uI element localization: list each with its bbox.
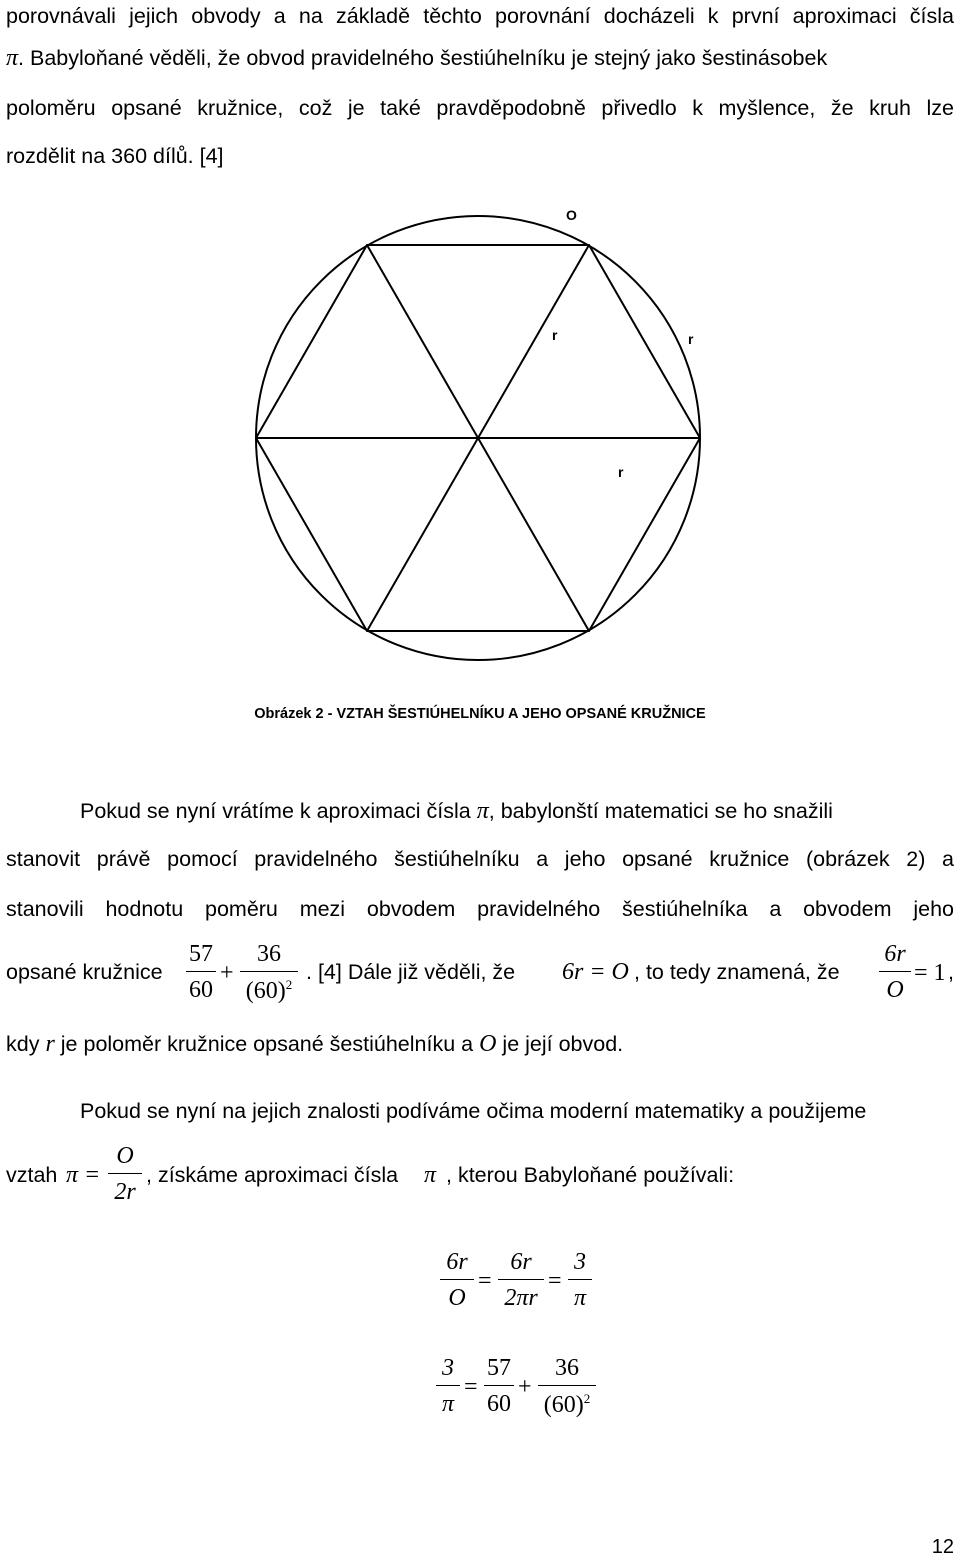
comma: , <box>948 960 954 984</box>
fraction-57-60 <box>186 942 216 1002</box>
figure-caption: Obrázek 2 - VZTAH ŠESTIÚHELNÍKU A JEHO OPSANÉ KRUŽNICE <box>254 706 706 722</box>
fraction-numerator: 3 <box>442 1355 454 1381</box>
fraction-denominator: 60 <box>189 977 213 1004</box>
fraction-numerator: 36 <box>555 1355 579 1381</box>
eq2-fraction-57-60 <box>484 1356 514 1416</box>
fraction-numerator: 6r <box>446 1249 468 1275</box>
eq1-equals-2: = <box>548 1268 562 1294</box>
pi-symbol: π <box>424 1162 437 1188</box>
para2-line-2-mid: , získáme aproximaci čísla <box>146 1163 399 1187</box>
hexagon-figure <box>0 190 960 710</box>
fraction-numerator: O <box>116 1143 134 1169</box>
fraction-denominator: 2r <box>114 1179 136 1206</box>
para1-line-1a: Pokud se nyní vrátíme k aproximaci čísla <box>80 799 471 823</box>
eq1-equals-1: = <box>478 1268 492 1294</box>
intro-line-1: porovnávali jejich obvody a na základě těchto porovnání docházeli k první aproximaci čísla <box>6 4 954 28</box>
eq2-plus: + <box>518 1374 532 1400</box>
fraction-denominator: π <box>441 1391 455 1418</box>
fraction-numerator: 6r <box>510 1249 532 1275</box>
fraction-denominator: $(60)^2$ <box>543 1391 591 1419</box>
fraction-numerator: 3 <box>574 1249 586 1275</box>
equals-one: = 1 <box>914 960 946 986</box>
fraction-numerator: 36 <box>257 941 281 967</box>
para1-line-1 <box>80 799 833 823</box>
fraction-numerator: 6r <box>884 941 906 967</box>
var-r: r <box>45 1031 55 1057</box>
fraction-denominator: O <box>886 977 904 1004</box>
para2-line-2-label: vztah <box>6 1163 58 1187</box>
fraction-bar <box>568 1279 592 1280</box>
fraction-bar <box>240 971 298 972</box>
fraction-bar <box>484 1385 514 1386</box>
para1-line-5 <box>6 1032 623 1056</box>
var-O: O <box>479 1031 497 1057</box>
fraction-O-2r <box>108 1144 142 1204</box>
para1-line-4-label: opsané kružnice <box>6 960 163 984</box>
fraction-denominator: 60 <box>487 1391 511 1418</box>
para2-line-2-tail: , kterou Babyloňané používali: <box>446 1163 735 1187</box>
para1-line-1b: , babylonští matematici se ho snažili <box>488 799 833 823</box>
intro-line-2 <box>6 46 827 70</box>
para1-line-3: stanovili hodnotu poměru mezi obvodem pravidelného šestiúhelníka a obvodem jeho <box>6 897 954 921</box>
fraction-bar <box>436 1385 460 1386</box>
fraction-bar <box>440 1279 474 1280</box>
para1-line-5b: je poloměr kružnice opsané šestiúhelníku a <box>60 1032 474 1056</box>
para1-line-4-tail: , to tedy znamená, že <box>634 960 840 984</box>
para1-line-4-mid: . [4] Dále již věděli, že <box>306 960 516 984</box>
fraction-numerator: 57 <box>487 1355 511 1381</box>
para2-line-1: Pokud se nyní na jejich znalosti podíváme očima moderní matematiky a použijeme <box>80 1099 867 1123</box>
label-radius-r-1: r <box>552 327 558 343</box>
fraction-bar <box>538 1385 596 1386</box>
label-circumference-O: O <box>566 207 577 223</box>
pi-equals: π = <box>66 1162 101 1188</box>
intro-line-2-text: . Babyloňané věděli, že obvod pravidelného šestiúhelníku je stejný jako šestinásobek <box>18 46 828 70</box>
intro-line-4: rozdělit na 360 dílů. [4] <box>6 144 224 168</box>
fraction-bar <box>108 1173 142 1174</box>
fraction-bar <box>879 971 911 972</box>
fraction-6r-O <box>879 942 911 1002</box>
label-radius-r-2: r <box>688 331 694 347</box>
eq2-equals: = <box>464 1374 478 1400</box>
eq1-fraction-3-pi <box>568 1250 592 1310</box>
fraction-bar <box>186 971 216 972</box>
fraction-bar <box>498 1279 544 1280</box>
eq1-fraction-6r-O <box>440 1250 474 1310</box>
para1-line-5a: kdy <box>6 1032 40 1056</box>
label-radius-r-3: r <box>618 464 624 480</box>
para1-line-5c: je její obvod. <box>502 1032 624 1056</box>
eq2-fraction-3-pi <box>436 1356 460 1416</box>
equation-6r-O: 6r = O <box>562 959 629 985</box>
fraction-numerator: 57 <box>189 941 213 967</box>
fraction-36-60sq <box>240 942 298 1003</box>
fraction-denominator: 2πr <box>504 1285 538 1312</box>
fraction-denominator: π <box>573 1285 587 1312</box>
eq1-fraction-6r-2pir <box>498 1250 544 1310</box>
plus-sign: + <box>220 960 234 986</box>
intro-line-3: poloměru opsané kružnice, což je také pravděpodobně přivedlo k myšlence, že kruh lze <box>6 96 954 120</box>
fraction-denominator: $(60)^2$ <box>245 977 293 1005</box>
fraction-denominator: O <box>448 1285 466 1312</box>
pi-symbol: π <box>6 45 19 71</box>
page-number: 12 <box>931 1536 954 1558</box>
pi-symbol: π <box>476 798 489 824</box>
para1-line-2: stanovit právě pomocí pravidelného šestiúhelníku a jeho opsané kružnice (obrázek 2) a <box>6 847 954 871</box>
eq2-fraction-36-60sq <box>538 1356 596 1417</box>
